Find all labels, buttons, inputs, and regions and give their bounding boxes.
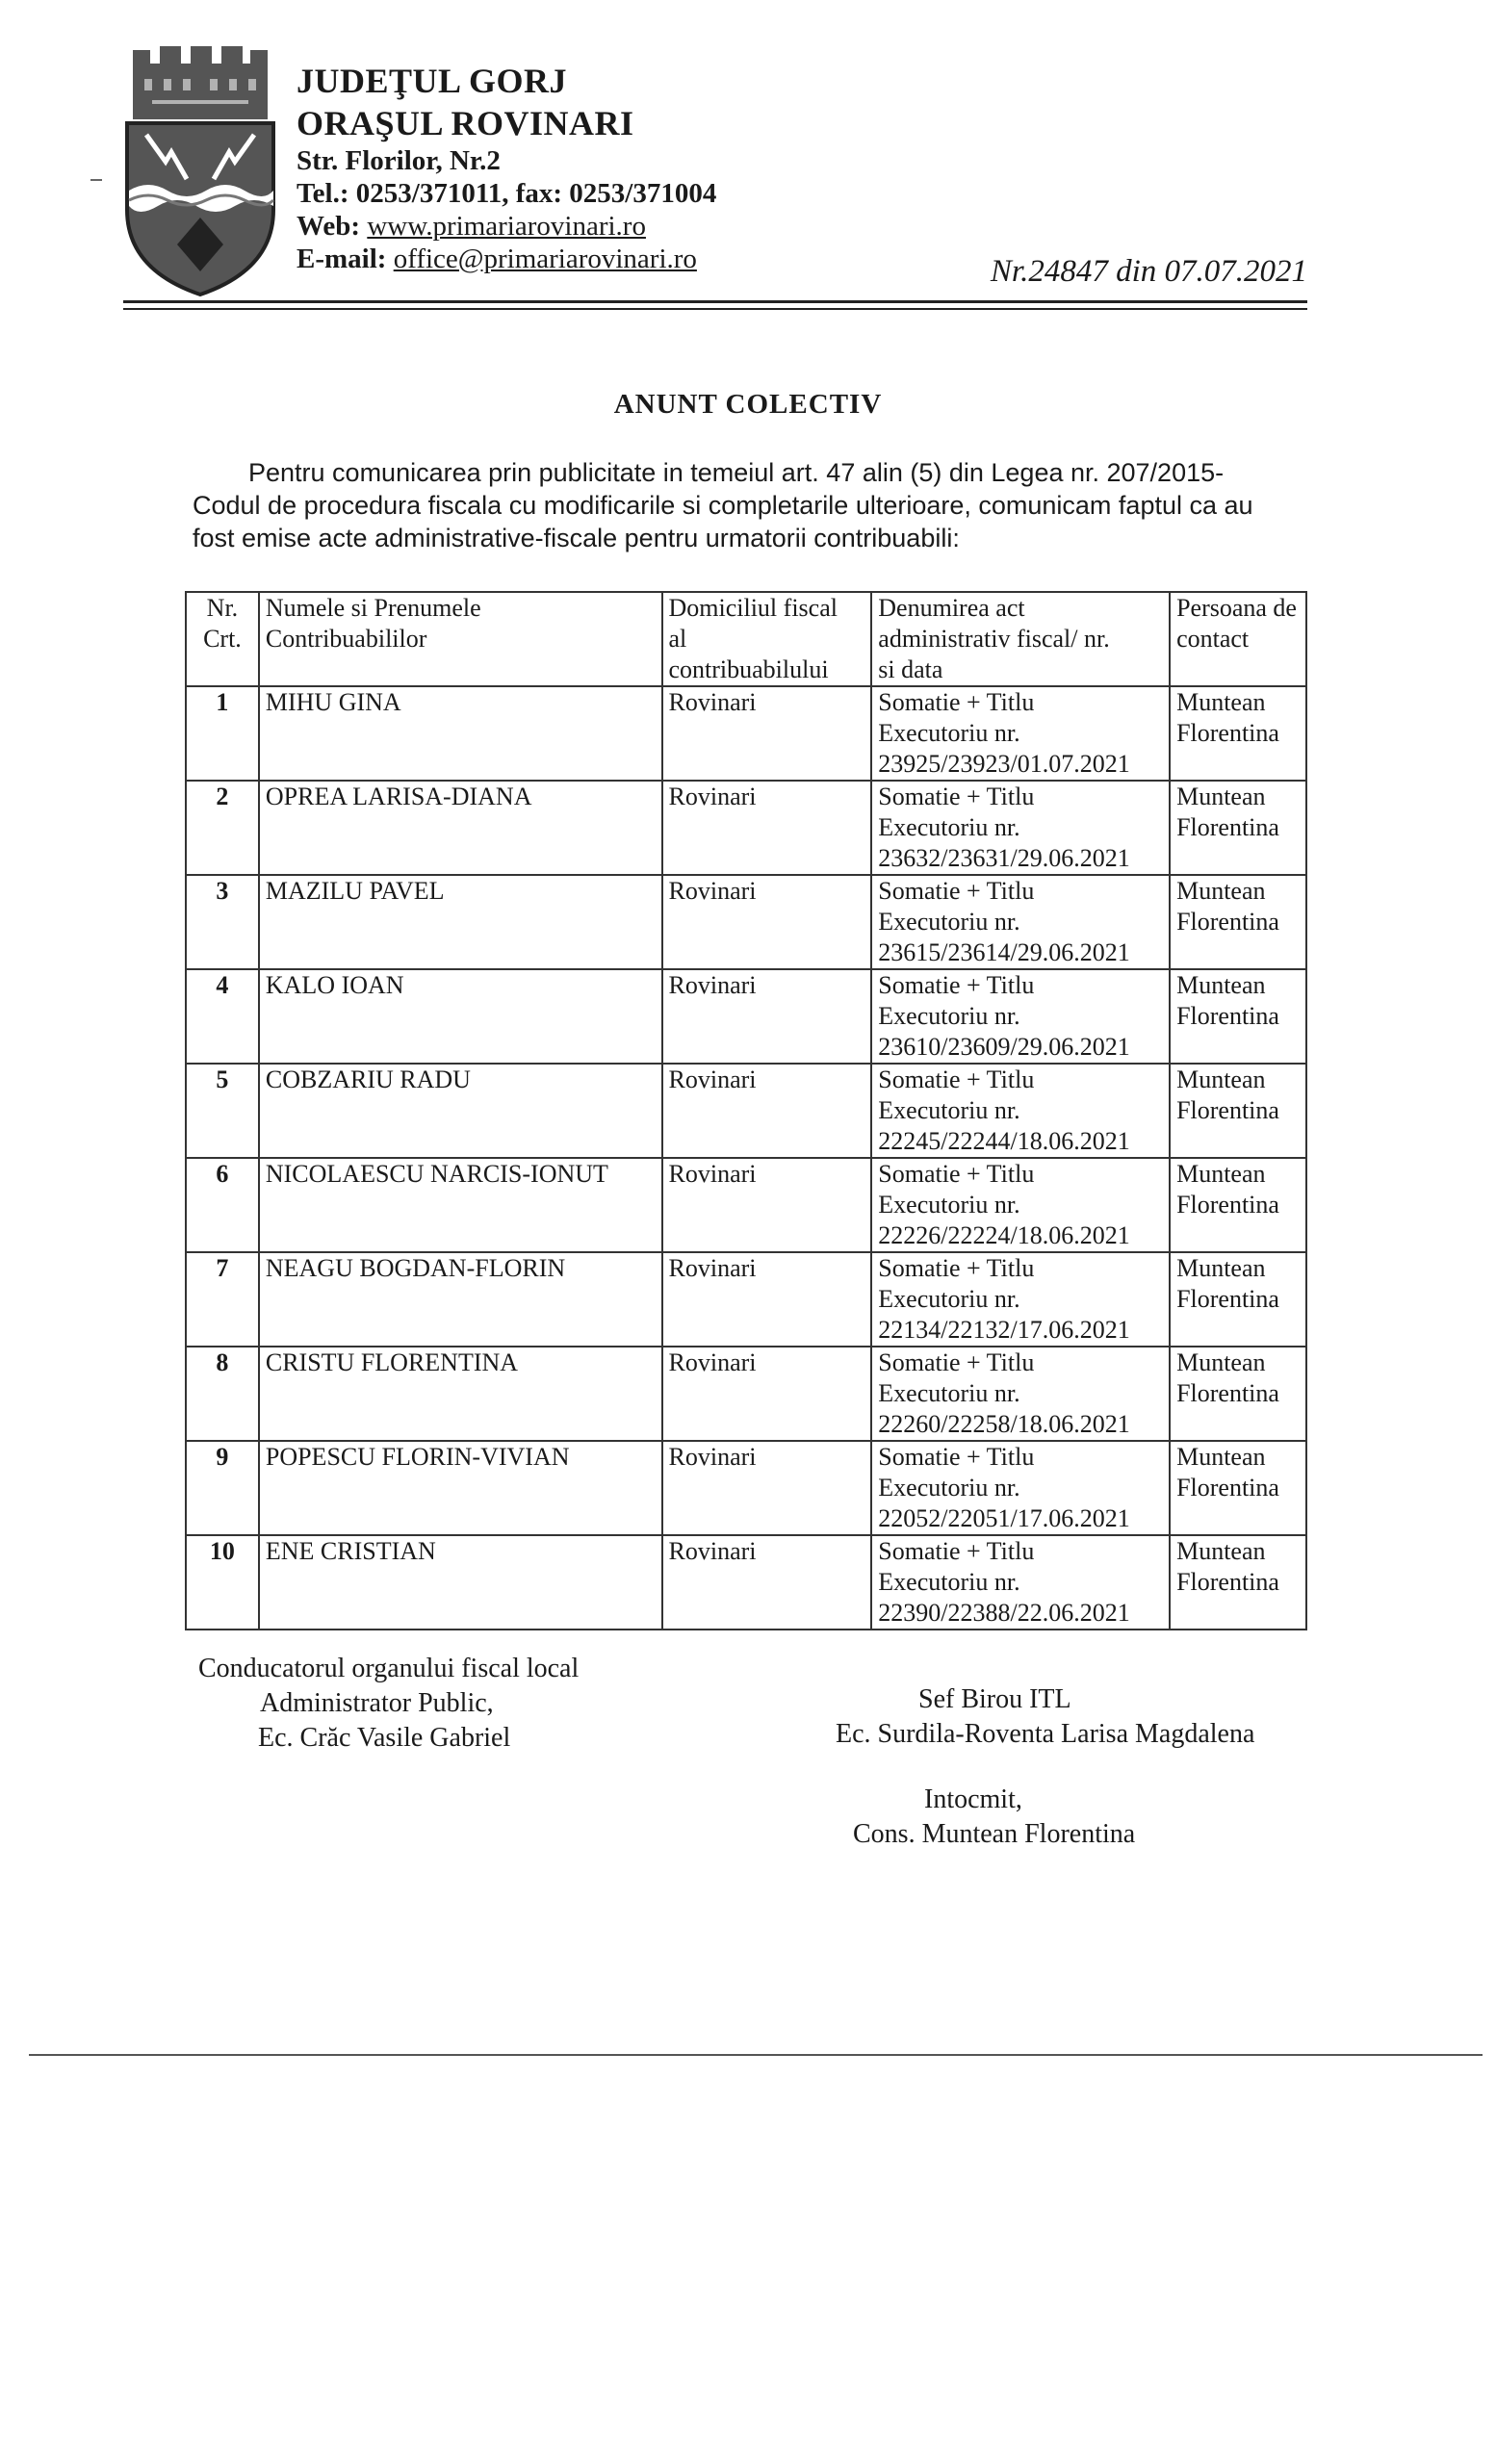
cell-contact-line: Muntean [1176, 877, 1266, 905]
cell-name-line: MAZILU PAVEL [265, 877, 445, 905]
cell-contact [1170, 781, 1306, 875]
table-row [186, 1347, 1306, 1441]
table-header-row [186, 592, 1306, 686]
footer-divider [29, 2054, 1483, 2056]
cell-contact [1170, 1158, 1306, 1252]
cell-act [871, 1252, 1170, 1347]
header-domicile-line: contribuabilului [668, 655, 829, 683]
cell-name-line: NICOLAESCU NARCIS-IONUT [265, 1160, 608, 1188]
cell-act-line: Somatie + Titlu [878, 1160, 1035, 1188]
cell-domicile-line: Rovinari [668, 877, 757, 905]
signature-name: Ec. Crăc Vasile Gabriel [258, 1723, 511, 1753]
header-domicile-line: al [668, 625, 687, 653]
cell-nr-line: 5 [216, 1065, 229, 1093]
cell-contact [1170, 1347, 1306, 1441]
cell-contact [1170, 1535, 1306, 1630]
cell-act [871, 781, 1170, 875]
cell-contact [1170, 1064, 1306, 1158]
cell-act-line: Executoriu nr. [878, 1568, 1020, 1596]
header-act-line: si data [878, 655, 943, 683]
cell-act-line: 23632/23631/29.06.2021 [878, 844, 1130, 872]
signature-role: Sef Birou ITL [918, 1684, 1071, 1714]
cell-name [259, 1252, 662, 1347]
cell-contact [1170, 1252, 1306, 1347]
cell-nr-line: 10 [209, 1537, 235, 1565]
cell-nr [186, 1535, 259, 1630]
header-name [259, 592, 662, 686]
cell-nr [186, 781, 259, 875]
cell-name-line: POPESCU FLORIN-VIVIAN [265, 1443, 570, 1471]
header-nr-line: Crt. [203, 625, 242, 653]
cell-contact-line: Muntean [1176, 1537, 1266, 1565]
cell-act-line: 22245/22244/18.06.2021 [878, 1127, 1130, 1155]
document-number: Nr.24847 din 07.07.2021 [990, 254, 1307, 289]
cell-act-line: 23615/23614/29.06.2021 [878, 938, 1130, 966]
cell-nr [186, 1064, 259, 1158]
cell-name-line: KALO IOAN [265, 971, 404, 999]
cell-name [259, 875, 662, 969]
cell-name [259, 969, 662, 1064]
cell-name-line: NEAGU BOGDAN-FLORIN [265, 1254, 566, 1282]
cell-nr [186, 1347, 259, 1441]
town-name: ORAŞUL ROVINARI [297, 104, 634, 142]
cell-nr [186, 686, 259, 781]
cell-act-line: Somatie + Titlu [878, 1348, 1035, 1376]
cell-nr-line: 6 [216, 1160, 229, 1188]
cell-contact-line: Muntean [1176, 971, 1266, 999]
header-name-line: Numele si Prenumele [265, 594, 481, 622]
cell-act [871, 969, 1170, 1064]
cell-nr-line: 7 [216, 1254, 229, 1282]
cell-act-line: Executoriu nr. [878, 719, 1020, 747]
cell-act-line: 22226/22224/18.06.2021 [878, 1221, 1130, 1249]
cell-name-line: COBZARIU RADU [265, 1065, 471, 1093]
cell-act-line: Somatie + Titlu [878, 688, 1035, 716]
cell-contact-line: Florentina [1176, 1379, 1279, 1407]
cell-domicile-line: Rovinari [668, 1254, 757, 1282]
table-row [186, 1252, 1306, 1347]
cell-contact-line: Muntean [1176, 1348, 1266, 1376]
cell-domicile [662, 1158, 872, 1252]
intro-line-1: Pentru comunicarea prin publicitate in temeiul art. 47 alin (5) din Legea nr. 207/2015- [248, 458, 1225, 487]
cell-act [871, 1441, 1170, 1535]
page-title: ANUNT COLECTIV [613, 389, 883, 420]
web-label: Web: [297, 211, 361, 242]
cell-contact-line: Muntean [1176, 1065, 1266, 1093]
header-act [871, 592, 1170, 686]
header-act-line: administrativ fiscal/ nr. [878, 625, 1110, 653]
cell-act-line: Somatie + Titlu [878, 1065, 1035, 1093]
header-act-line: Denumirea act [878, 594, 1025, 622]
cell-domicile-line: Rovinari [668, 1537, 757, 1565]
cell-name [259, 781, 662, 875]
cell-nr-line: 3 [216, 877, 229, 905]
table-row [186, 1064, 1306, 1158]
header-nr [186, 592, 259, 686]
intro-line-3: fost emise acte administrative-fiscale pentru urmatorii contribuabili: [193, 524, 960, 552]
cell-domicile [662, 1441, 872, 1535]
cell-nr [186, 969, 259, 1064]
cell-domicile [662, 1252, 872, 1347]
signature-block-right [836, 1682, 1336, 1752]
web-line [297, 210, 716, 243]
cell-contact-line: Florentina [1176, 1096, 1279, 1124]
table-row [186, 1441, 1306, 1535]
email-line [297, 243, 716, 275]
phone-value: 0253/371011, fax: 0253/371004 [355, 178, 717, 209]
cell-act [871, 875, 1170, 969]
cell-domicile [662, 969, 872, 1064]
intro-line-2: Codul de procedura fiscala cu modificarile si completarile ulterioare, comunicam faptul ca au [193, 491, 1253, 520]
header-nr-line: Nr. [206, 594, 239, 622]
cell-domicile-line: Rovinari [668, 1160, 757, 1188]
cell-domicile [662, 1064, 872, 1158]
cell-contact-line: Muntean [1176, 783, 1266, 810]
cell-nr-line: 8 [216, 1348, 229, 1376]
table-row [186, 969, 1306, 1064]
cell-act-line: 22134/22132/17.06.2021 [878, 1316, 1130, 1344]
signature-role: Conducatorul organului fiscal local [198, 1654, 580, 1683]
cell-contact-line: Florentina [1176, 1285, 1279, 1313]
cell-act [871, 1158, 1170, 1252]
cell-contact [1170, 969, 1306, 1064]
cell-name [259, 1158, 662, 1252]
cell-nr [186, 1252, 259, 1347]
cell-nr [186, 1441, 259, 1535]
cell-act-line: 22052/22051/17.06.2021 [878, 1504, 1130, 1532]
scan-mark [90, 179, 102, 181]
letterhead [297, 60, 716, 275]
prepared-name: Cons. Muntean Florentina [853, 1819, 1136, 1849]
cell-contact-line: Muntean [1176, 688, 1266, 716]
taxpayers-table [185, 591, 1307, 1630]
cell-act-line: Somatie + Titlu [878, 877, 1035, 905]
cell-name-line: CRISTU FLORENTINA [265, 1348, 519, 1376]
cell-act-line: Executoriu nr. [878, 908, 1020, 936]
prepared-by-block [853, 1783, 1135, 1852]
signature-name: Ec. Surdila-Roventa Larisa Magdalena [836, 1719, 1255, 1749]
cell-act-line: Executoriu nr. [878, 1474, 1020, 1502]
cell-domicile-line: Rovinari [668, 1065, 757, 1093]
cell-nr-line: 2 [216, 783, 229, 810]
header-contact-line: contact [1176, 625, 1250, 653]
intro-paragraph [193, 456, 1309, 554]
cell-domicile-line: Rovinari [668, 688, 757, 716]
header-domicile [662, 592, 872, 686]
cell-domicile [662, 781, 872, 875]
cell-act [871, 1064, 1170, 1158]
cell-name [259, 1441, 662, 1535]
cell-contact-line: Florentina [1176, 1474, 1279, 1502]
county-name: JUDEŢUL GORJ [297, 62, 568, 100]
header-domicile-line: Domiciliul fiscal [668, 594, 838, 622]
cell-act-line: 23925/23923/01.07.2021 [878, 750, 1130, 778]
email-link[interactable]: office@primariarovinari.ro [393, 244, 697, 274]
phone-line [297, 177, 716, 210]
header-divider [123, 300, 1307, 303]
cell-nr-line: 9 [216, 1443, 229, 1471]
cell-act-line: 23610/23609/29.06.2021 [878, 1033, 1130, 1061]
cell-contact [1170, 875, 1306, 969]
cell-act-line: Executoriu nr. [878, 1285, 1020, 1313]
cell-act-line: Executoriu nr. [878, 813, 1020, 841]
cell-domicile [662, 875, 872, 969]
cell-act-line: Executoriu nr. [878, 1191, 1020, 1219]
header-name-line: Contribuabililor [265, 625, 427, 653]
cell-contact-line: Muntean [1176, 1254, 1266, 1282]
cell-contact-line: Florentina [1176, 1002, 1279, 1030]
cell-domicile [662, 1347, 872, 1441]
cell-nr [186, 1158, 259, 1252]
cell-name [259, 1064, 662, 1158]
cell-act-line: Somatie + Titlu [878, 1254, 1035, 1282]
cell-domicile-line: Rovinari [668, 1443, 757, 1471]
table-row [186, 781, 1306, 875]
header-contact-line: Persoana de [1176, 594, 1297, 622]
cell-domicile-line: Rovinari [668, 971, 757, 999]
phone-label: Tel.: [297, 178, 349, 209]
cell-act [871, 1347, 1170, 1441]
cell-name-line: ENE CRISTIAN [265, 1537, 436, 1565]
cell-nr [186, 875, 259, 969]
header-divider-secondary [123, 308, 1307, 310]
address-line: Str. Florilor, Nr.2 [297, 145, 501, 176]
cell-name [259, 1535, 662, 1630]
cell-contact-line: Florentina [1176, 1191, 1279, 1219]
cell-act-line: Somatie + Titlu [878, 1537, 1035, 1565]
header-contact [1170, 592, 1306, 686]
signature-title: Administrator Public, [260, 1688, 494, 1718]
table-row [186, 875, 1306, 969]
cell-contact [1170, 1441, 1306, 1535]
cell-act-line: Executoriu nr. [878, 1379, 1020, 1407]
cell-contact-line: Muntean [1176, 1443, 1266, 1471]
cell-contact-line: Muntean [1176, 1160, 1266, 1188]
cell-act-line: Executoriu nr. [878, 1096, 1020, 1124]
cell-contact-line: Florentina [1176, 908, 1279, 936]
prepared-label: Intocmit, [924, 1784, 1022, 1814]
cell-act [871, 686, 1170, 781]
cell-contact-line: Florentina [1176, 719, 1279, 747]
table-row [186, 686, 1306, 781]
cell-name [259, 1347, 662, 1441]
cell-act-line: Somatie + Titlu [878, 1443, 1035, 1471]
table-row [186, 1158, 1306, 1252]
email-label: E-mail: [297, 244, 387, 274]
cell-contact-line: Florentina [1176, 1568, 1279, 1596]
cell-name [259, 686, 662, 781]
cell-act-line: Executoriu nr. [878, 1002, 1020, 1030]
cell-domicile-line: Rovinari [668, 1348, 757, 1376]
cell-act-line: 22390/22388/22.06.2021 [878, 1599, 1130, 1627]
cell-act-line: Somatie + Titlu [878, 971, 1035, 999]
cell-domicile-line: Rovinari [668, 783, 757, 810]
cell-act-line: Somatie + Titlu [878, 783, 1035, 810]
cell-act-line: 22260/22258/18.06.2021 [878, 1410, 1130, 1438]
cell-domicile [662, 686, 872, 781]
cell-contact [1170, 686, 1306, 781]
table-row [186, 1535, 1306, 1630]
cell-name-line: MIHU GINA [265, 688, 401, 716]
cell-contact-line: Florentina [1176, 813, 1279, 841]
cell-nr-line: 4 [216, 971, 229, 999]
signature-block-left [198, 1652, 579, 1756]
town-coat-of-arms-icon [123, 46, 277, 298]
cell-name-line: OPREA LARISA-DIANA [265, 783, 532, 810]
cell-domicile [662, 1535, 872, 1630]
web-link[interactable]: www.primariarovinari.ro [367, 211, 646, 242]
cell-act [871, 1535, 1170, 1630]
cell-nr-line: 1 [216, 688, 229, 716]
